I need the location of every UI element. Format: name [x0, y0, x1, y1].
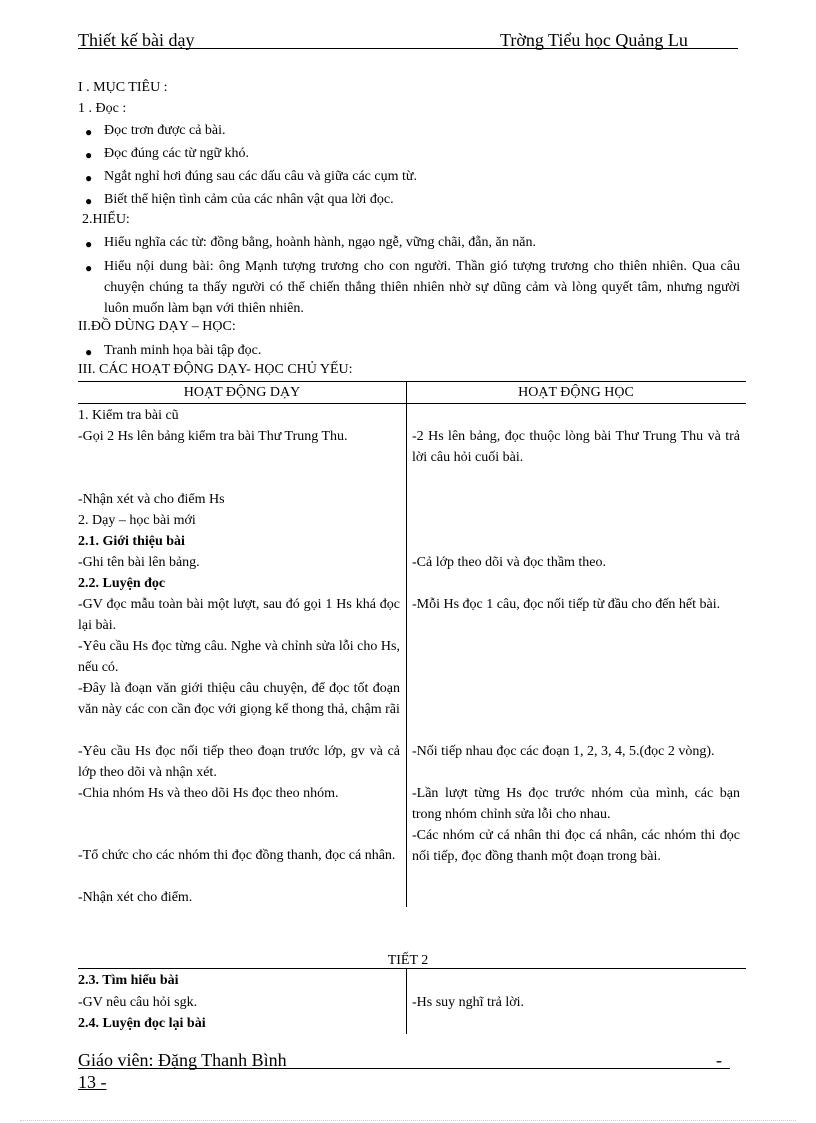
bullet-icon: ● — [85, 148, 93, 162]
bullet-icon: ● — [85, 194, 93, 208]
teach-group-reading: -Chia nhóm Hs và theo dõi Hs đọc theo nhóm. — [78, 786, 339, 801]
footer-dash: - — [716, 1050, 722, 1070]
teach-intro-heading: 2.1. Giới thiệu bài — [78, 534, 185, 549]
learn-answer: -Hs suy nghĩ trả lời. — [412, 995, 525, 1010]
section-activities: III. CÁC HOẠT ĐỘNG DẠY- HỌC CHỦ YẾU: — [78, 362, 353, 377]
bullet-icon: ● — [85, 345, 93, 359]
footer-teacher: Giáo viên: Đặng Thanh Bình — [78, 1050, 287, 1070]
teach-intro-story: -Đây là đoạn văn giới thiệu câu chuyện, để đọc tốt đoạn văn này các con cần đọc với giọng kể thong thả, chậm rãi — [78, 681, 400, 717]
doc-item: Biết thể hiện tình cảm của các nhân vật qua lời đọc. — [104, 192, 394, 207]
learn-read-paragraphs: -Nối tiếp nhau đọc các đoạn 1, 2, 3, 4, 5.(đọc 2 vòng). — [412, 744, 715, 759]
footer-page-number: 13 - — [78, 1072, 107, 1092]
materials-item: Tranh minh họa bài tập đọc. — [104, 343, 262, 358]
teach-grade: -Nhận xét và cho điểm Hs — [78, 492, 225, 507]
table2-top-border — [78, 968, 746, 969]
teach-final-grade: -Nhận xét cho điểm. — [78, 890, 193, 905]
doc-item: Đọc đúng các từ ngữ khó. — [104, 146, 250, 161]
teach-call-students: -Gọi 2 Hs lên bảng kiểm tra bài Thư Trung Thu. — [78, 429, 348, 444]
section-materials: II.ĐỒ DÙNG DẠY – HỌC: — [78, 319, 236, 334]
bullet-icon: ● — [85, 125, 93, 139]
table2-column-divider — [406, 968, 407, 1034]
header-rule — [78, 48, 738, 49]
teach-competition: -Tổ chức cho các nhóm thi đọc đồng thanh, đọc cá nhân. — [78, 848, 396, 863]
doc-item: Ngắt nghỉ hơi đúng sau các dấu câu và giữa các cụm từ. — [104, 169, 417, 184]
hieu-item-content: Hiểu nội dung bài: ông Mạnh tượng trương cho con người. Thần gió tượng trương cho thiên nhiên. Qua câu chuyện chúng ta thấy người có thể chiến thắng thiên nhiên nhờ sự dũng cảm và lòng quyết tâm, nhưng người luôn muốn làm bạn với thiên nhiên. — [104, 259, 740, 316]
teach-model-reading: -GV đọc mẫu toàn bài một lượt, sau đó gọi 1 Hs khá đọc lại bài. — [78, 597, 400, 633]
teach-reread-heading: 2.4. Luyện đọc lại bài — [78, 1016, 206, 1031]
teach-check-old: 1. Kiểm tra bài cũ — [78, 408, 179, 423]
teach-new-lesson: 2. Dạy – học bài mới — [78, 513, 196, 528]
page-edge — [20, 1120, 796, 1121]
teach-write-title: -Ghi tên bài lên bảng. — [78, 555, 200, 570]
hieu-item: Hiểu nghĩa các từ: đồng bằng, hoành hành, ngạo ngễ, vững chãi, đẵn, ăn năn. — [104, 235, 536, 250]
period-2-title: TIẾT 2 — [387, 953, 429, 968]
footer-rule — [78, 1068, 730, 1069]
section-understanding: 2.HIỂU: — [82, 212, 130, 227]
col-header-learn: HOẠT ĐỘNG HỌC — [518, 385, 634, 400]
learn-group-read: -Lần lượt từng Hs đọc trước nhóm của mình, các bạn trong nhóm chỉnh sửa lỗi cho nhau. — [412, 786, 740, 822]
learn-recite: -2 Hs lên bảng, đọc thuộc lòng bài Thư Trung Thu và trả lời câu hỏi cuối bài. — [412, 429, 740, 465]
teach-reading-heading: 2.2. Luyện đọc — [78, 576, 166, 591]
bullet-icon: ● — [85, 261, 93, 275]
table-column-divider — [406, 381, 407, 907]
col-header-teach: HOẠT ĐỘNG DẠY — [183, 385, 301, 400]
bullet-icon: ● — [85, 237, 93, 251]
learn-follow: -Cả lớp theo dõi và đọc thầm theo. — [412, 555, 607, 570]
section-reading: 1 . Đọc : — [78, 101, 127, 116]
section-objectives: I . MỤC TIÊU : — [78, 80, 168, 95]
teach-ask-questions: -GV nêu câu hỏi sgk. — [78, 995, 198, 1010]
bullet-icon: ● — [85, 171, 93, 185]
learn-read-each: -Mỗi Hs đọc 1 câu, đọc nối tiếp từ đầu cho đến hết bài. — [412, 597, 721, 612]
learn-competition: -Các nhóm cử cá nhân thi đọc cá nhân, các nhóm thi đọc nối tiếp, đọc đồng thanh một đoạn trong bài. — [412, 828, 740, 864]
doc-item: Đọc trơn được cả bài. — [104, 123, 226, 138]
teach-read-paragraphs: -Yêu cầu Hs đọc nối tiếp theo đoạn trước lớp, gv và cả lớp theo dõi và nhận xét. — [78, 744, 400, 780]
teach-read-sentences: -Yêu cầu Hs đọc từng câu. Nghe và chỉnh sửa lỗi cho Hs, nếu có. — [78, 639, 400, 675]
header-left: Thiết kế bài dạy — [78, 30, 195, 50]
teach-explore-heading: 2.3. Tìm hiểu bài — [78, 973, 179, 988]
header-right: Trờng Tiểu học Quảng Lu — [500, 30, 688, 50]
table-header-border — [78, 403, 746, 404]
